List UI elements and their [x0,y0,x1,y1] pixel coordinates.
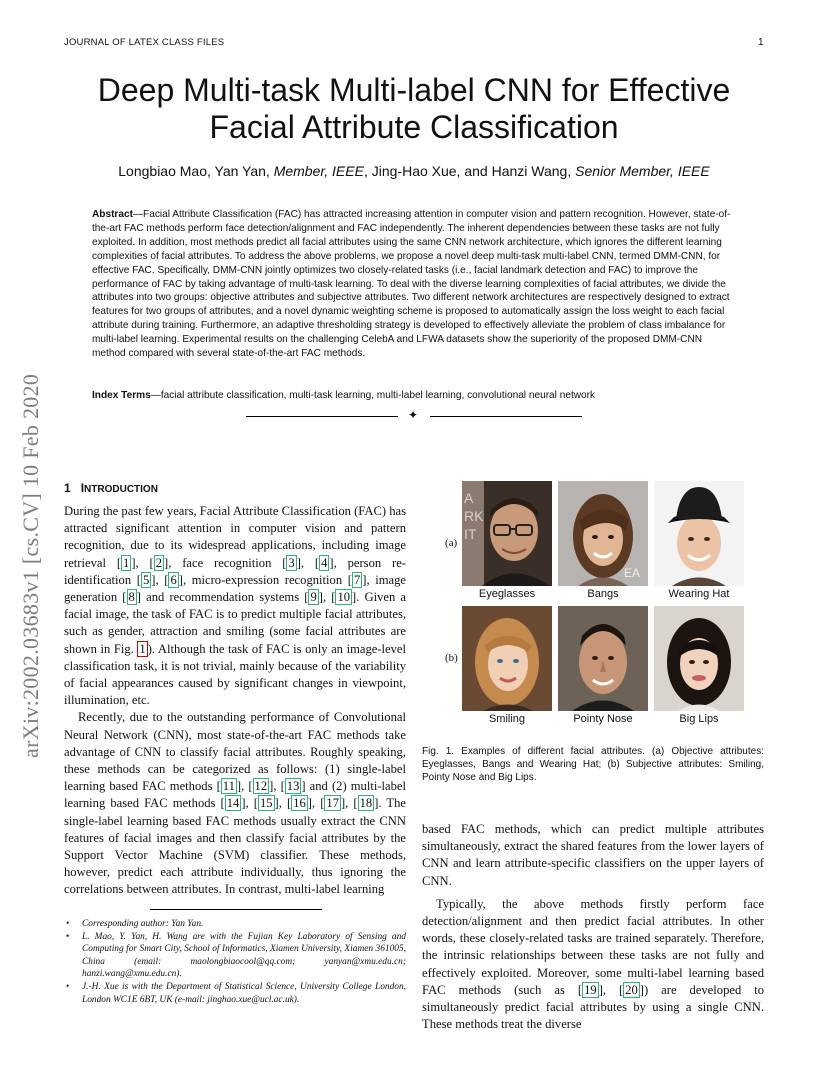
section-number: 1 [64,481,71,495]
face-image-pointy-nose [558,606,648,711]
citation-number: 18 [359,796,373,811]
section-title-rest: NTRODUCTION [84,484,158,495]
citation-link[interactable] [308,589,318,605]
bullet-icon: • [66,919,70,929]
citation-link[interactable] [141,572,151,588]
face-image-smiling [462,606,552,711]
face-image-big-lips [654,606,744,711]
citation-link[interactable] [319,555,329,571]
citation-link[interactable] [352,572,362,588]
citation-link[interactable] [121,555,131,571]
face-image-bangs [558,481,648,586]
separator-diamond: ✦ [408,408,419,422]
citation-link[interactable] [154,555,164,571]
label-bangs: Bangs [587,588,619,600]
label-smiling: Smiling [488,713,526,725]
citation-number: 15 [259,796,273,811]
footnote-item [64,981,406,1006]
separator-rule-right [430,416,582,417]
abstract [92,208,736,361]
label-eyeglasses: Eyeglasses [478,588,536,600]
label-big-lips: Big Lips [679,713,719,725]
citation-number: 1 [123,555,130,570]
figure-caption: Fig. 1. Examples of different facial attributes. (a) Objective attributes: Eyeglasses, Bangs and Wearing Hat; (b) Subjective attributes: Smiling, Pointy Nose and Big Lips. [422,746,764,783]
journal-header: JOURNAL OF LATEX CLASS FILES [64,37,225,48]
abstract-label: Abstract [92,209,133,220]
svg-text:A: A [464,490,474,506]
author-names-1: Longbiao Mao, Yan Yan, [118,163,274,179]
text-run: , person re-identification [64,555,407,587]
citation-link[interactable] [286,555,296,571]
citation-link[interactable] [335,589,352,605]
author-list [60,163,768,179]
figure-reference-link[interactable]: 1 [139,641,146,656]
text-run: ) are developed to simultaneously predict facial attributes by using a single CNN. These methods treat the diverse [422,982,765,1032]
svg-text:IT: IT [464,526,477,542]
bullet-icon: • [66,931,70,942]
citation-link[interactable] [221,778,237,794]
right-paragraph-1: based FAC methods, which can predict multiple attributes simultaneously, extract the shared features from the lower layers of CNN and learn attribute-specific classifiers on the upper layers of CNN. [422,822,764,888]
index-terms-text: —facial attribute classification, multi-task learning, multi-label learning, convolutional neural network [150,390,596,401]
citation-number: 16 [293,796,306,811]
citation-number: 3 [288,555,295,570]
text-run: , face recognition [168,555,283,570]
footnote-text: J.-H. Xue is with the Department of Statistical Science, University College London, London WC1E 6BT, UK (e-mail: jinghao.xue@ucl.ac.uk). [82,981,406,1005]
citation-number: 10 [337,590,351,605]
citation-link[interactable] [582,982,599,998]
section-first-letter: I [80,481,85,495]
citation-number: 17 [326,796,339,811]
citation-number: 20 [625,982,638,997]
text-run: ). Although the task of FAC is only an image-level classification task, it is not trivial, mainly because of the variability of facial appearances caused by significant changes in viewpoint, illumination, etc. [64,641,407,708]
citation-link[interactable] [285,778,302,794]
citation-link[interactable] [291,795,308,811]
citation-link[interactable] [358,795,375,811]
svg-text:EA: EA [624,566,641,580]
svg-text:RK: RK [464,508,484,524]
paper-title [60,72,768,146]
text-run: and (2) multi-label learning based FAC methods [64,779,406,811]
footnote-text: Corresponding author: Yan Yan. [82,919,204,929]
text-run: Recently, due to the outstanding performance of Convolutional Neural Network (CNN), most state-of-the-art FAC methods take advantage of CNN to classify facial attributes. Roughly speaking, these methods can be categorized as follows: (1) single-label learning based FAC methods [64,710,406,794]
text-run: and recommendation systems [141,590,305,605]
right-paragraph-2: Typically, the above methods firstly perform face detection/alignment and then predict facial attributes. In other words, these closely-related tasks are trained separately. Therefore, the intrinsic relationships between these tasks are not fully and effectively exploited. Moreover, some multi-label learning based FAC methods (such as [ 19 ], [ 20 ]) are developed to simultaneously predict facial attributes by using a single CNN. These methods treat the diverse [422,896,765,1032]
text-run: . Given a facial image, the task of FAC is to predict multiple facial attributes, such as gender, attraction and smiling (some facial attributes are shown in Fig. [64,590,407,656]
text-run: . The single-label learning based FAC methods usually extract the CNN features of facial images and then classify facial attributes by the Support Vector Machine (SVM) classifier. These methods, however, predict each attribute individually, thus ignoring the correlations between attributes. In contrast, multi-label learning [64,796,406,897]
intro-paragraph-2: Recently, due to the outstanding performance of Convolutional Neural Network (CNN), most state-of-the-art FAC methods take advantage of CNN to classify facial attributes. Roughly speaking, these methods can be categorized as follows: (1) single-label learning based FAC methods [ 11 ], [ 12 ], [ 13 ] and (2) multi-label learning based FAC methods [ 14 ], [ 15 ], [ 16 ], [ 17 ], [ 18 ]. The single-label learning based FAC methods usually extract the CNN features of facial images and then classify facial attributes by the Support Vector Machine (SVM) classifier. These methods, however, predict each attribute individually, thus ignoring the correlations between attributes. In contrast, multi-label learning [64,710,406,897]
citation-number: 14 [226,796,240,811]
text-run: , image generation [64,572,407,605]
citation-link[interactable] [168,572,178,588]
section-heading [64,481,158,495]
citation-number: 9 [310,590,317,605]
citation-number: 5 [142,572,150,587]
citation-link[interactable] [324,795,341,811]
author-senior: Senior Member, IEEE [575,163,710,179]
label-pointy-nose: Pointy Nose [573,713,633,725]
citation-number: 11 [222,779,235,794]
footnotes [64,918,406,1006]
page-number: 1 [758,37,764,48]
author-member: Member, IEEE [273,163,364,179]
separator-rule-left [246,416,398,417]
index-terms [92,390,736,401]
footnote-text: L. Mao, Y. Yan, H. Wang are with the Fujian Key Laboratory of Sensing and Computing for Smart City, School of Informatics, Xiamen University, Xiamen 361005, China (email: maolongbiaocool@qq.com; yanyan@xmu.edu.cn; hanzi.wang@xmu.edu.cn). [82,931,406,980]
footnote-item [64,931,406,981]
arxiv-stamp: arXiv:2002.03683v1 [cs.CV] 10 Feb 2020 [18,373,43,758]
citation-link[interactable] [225,795,242,811]
citation-number: 19 [584,982,597,997]
label-wearing-hat: Wearing Hat [668,588,730,600]
author-names-2: , Jing-Hao Xue, and Hanzi Wang, [363,163,576,179]
citation-number: 4 [321,555,328,570]
citation-number: 7 [353,572,361,587]
abstract-text: —Facial Attribute Classification (FAC) has attracted increasing attention in computer vision and pattern recognition. However, state-of-the-art FAC methods perform face detection/alignment and FAC independently. The inherent dependencies between these tasks are not fully exploited. In addition, most methods predict all facial attributes using the same CNN network architecture, which ignores the different learning complexities of facial attributes. To address the above problems, we propose a novel deep multi-task multi-label CNN, termed DMM-CNN, for effective FAC. Specifically, DMM-CNN jointly optimizes two closely-related tasks (i.e., facial landmark detection and FAC) to improve the performance of FAC by taking advantage of multi-task learning. To deal with the diverse learning complexities of facial attributes, we divide the attributes into two groups: objective attributes and subjective attributes. Two different network architectures are respectively designed to extract features for two groups of attributes, and a novel dynamic weighting scheme is proposed to automatically assign the loss weight to each facial attribute during training. Furthermore, an adaptive thresholding strategy is developed to effectively alleviate the problem of class imbalance for multi-label learning. Experimental results on the challenging CelebA and LFWA datasets show the superiority of the proposed DMM-CNN method compared with several state-of-the-art FAC methods. [92,209,731,360]
face-image-wearing-hat [654,481,744,586]
citation-number: 2 [155,555,162,570]
title-line-2: Facial Attribute Classification [209,109,619,145]
citation-link[interactable] [253,778,270,794]
text-run: , micro-expression recognition [182,572,348,587]
intro-paragraph-1: During the past few years, Facial Attribute Classification (FAC) has attracted significant attention in computer vision and pattern recognition, due to its widespread applications, including image retrieval [ 1 ], [ 2 ], face recognition [ 3 ], [ 4 ], person re-identification [ 5 ], [ 6 ], micro-expression recognition [ 7 ], image generation [ 8 ] and recommendation systems [ 9 ], [ 10 ]. Given a facial image, the task of FAC is to predict multiple facial attributes, such as gender, attraction and smiling (some facial attributes are shown in Fig. 1 ). Although the task of FAC is only an image-level classification task, it is not trivial, mainly because of the variability of facial appearances caused by significant changes in viewpoint, illumination, etc. [64,504,407,708]
left-column [64,503,406,899]
index-terms-label: Index Terms [92,390,151,401]
figure-row-b-label: (b) [445,652,458,664]
figure-row-a-label: (a) [445,537,458,549]
citation-link[interactable] [127,589,137,605]
citation-number: 8 [128,590,135,605]
citation-number: 6 [170,572,177,587]
bullet-icon: • [66,981,70,992]
text-run: Typically, the above methods firstly perform face detection/alignment and then predict facial attributes. In other words, these closely-related tasks are trained separately. Therefore, the intrinsic relationships between these tasks are not fully and effectively exploited. Moreover, some multi-label learning based FAC methods (such as [422,896,764,997]
footnote-rule [150,909,322,910]
face-image-eyeglasses [462,481,552,586]
citation-number: 12 [254,779,268,794]
citation-link[interactable] [258,795,275,811]
footnote-item [64,918,406,931]
right-column [422,821,764,1033]
citation-link[interactable] [623,982,640,998]
title-line-1: Deep Multi-task Multi-label CNN for Effective [97,72,731,108]
citation-number: 13 [286,779,300,794]
text-run: During the past few years, Facial Attribute Classification (FAC) has attracted significant attention in computer vision and pattern recognition, due to its widespread applications, including image retrieval [64,504,406,570]
